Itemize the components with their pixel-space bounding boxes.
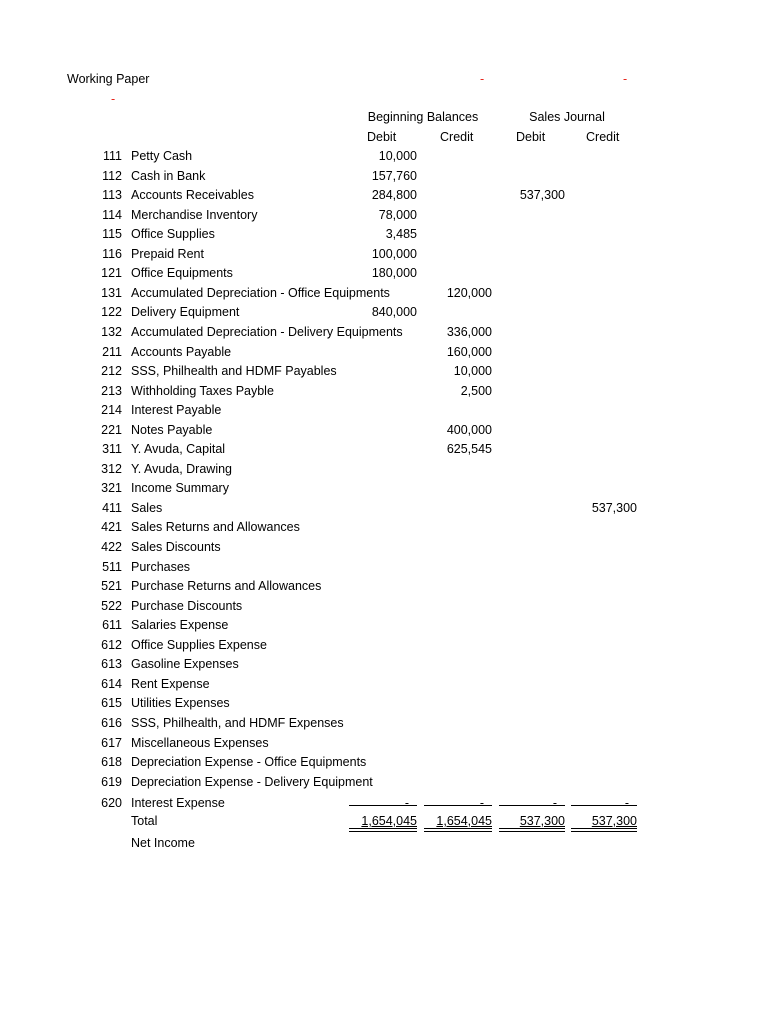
account-name: Interest Payable: [131, 403, 222, 417]
account-code: 616: [101, 716, 122, 730]
account-code: 211: [102, 345, 122, 359]
account-name: Merchandise Inventory: [131, 208, 258, 222]
account-code: 618: [101, 755, 122, 769]
total-double-rule: [499, 828, 565, 832]
header-sj-credit: Credit: [586, 130, 620, 144]
account-name: Utilities Expenses: [131, 696, 230, 710]
account-code: 611: [102, 618, 122, 632]
sj-credit-cell: 537,300: [591, 501, 637, 515]
sj-credit-cell: -: [624, 796, 629, 810]
account-name: Interest Expense: [131, 796, 225, 810]
account-code: 522: [101, 599, 122, 613]
account-name: Y. Avuda, Capital: [131, 442, 226, 456]
account-code: 214: [101, 403, 122, 417]
account-code: 112: [102, 169, 122, 183]
account-code: 620: [101, 796, 122, 810]
dash-mark: -: [480, 72, 485, 86]
account-name: Office Supplies: [131, 227, 215, 241]
account-code: 121: [101, 266, 122, 280]
account-name: Office Equipments: [131, 266, 233, 280]
bb-credit-cell: 160,000: [446, 345, 492, 359]
account-code: 221: [101, 423, 122, 437]
bb-debit-cell: 78,000: [378, 208, 417, 222]
account-name: Accounts Payable: [131, 345, 232, 359]
account-code: 511: [102, 560, 122, 574]
account-name: Sales: [131, 501, 163, 515]
sj-debit-cell: 537,300: [519, 188, 565, 202]
total-bb-credit: 1,654,045: [436, 814, 492, 828]
account-code: 213: [101, 384, 122, 398]
account-code: 321: [101, 481, 122, 495]
bb-debit-cell: 840,000: [371, 305, 417, 319]
bb-debit-cell: 3,485: [385, 227, 417, 241]
account-name: Purchase Discounts: [131, 599, 243, 613]
account-name: Withholding Taxes Payble: [131, 384, 274, 398]
bb-credit-cell: -: [479, 796, 484, 810]
account-code: 212: [101, 364, 122, 378]
account-code: 613: [101, 657, 122, 671]
account-code: 312: [101, 462, 122, 476]
total-double-rule: [349, 828, 417, 832]
account-code: 411: [102, 501, 122, 515]
total-double-rule: [424, 828, 492, 832]
account-name: Accumulated Depreciation - Delivery Equipments: [131, 325, 403, 339]
account-name: Salaries Expense: [131, 618, 229, 632]
subtotal-rule: [349, 805, 417, 806]
account-name: Depreciation Expense - Office Equipments: [131, 755, 367, 769]
account-name: Notes Payable: [131, 423, 213, 437]
account-code: 116: [102, 247, 122, 261]
header-sj-debit: Debit: [516, 130, 546, 144]
account-code: 612: [101, 638, 122, 652]
bb-debit-cell: 100,000: [371, 247, 417, 261]
account-name: Purchase Returns and Allowances: [131, 579, 322, 593]
account-name: Depreciation Expense - Delivery Equipment: [131, 775, 373, 789]
account-code: 617: [101, 736, 122, 750]
account-name: Sales Returns and Allowances: [131, 520, 300, 534]
account-code: 311: [102, 442, 122, 456]
account-name: Accounts Receivables: [131, 188, 254, 202]
account-name: Petty Cash: [131, 149, 193, 163]
account-name: Purchases: [131, 560, 191, 574]
account-name: Sales Discounts: [131, 540, 221, 554]
header-bb-debit: Debit: [367, 130, 397, 144]
sj-debit-cell: -: [552, 796, 557, 810]
bb-debit-cell: -: [404, 796, 409, 810]
account-code: 614: [101, 677, 122, 691]
dash-mark: -: [111, 92, 116, 106]
bb-debit-cell: 10,000: [378, 149, 417, 163]
account-code: 122: [101, 305, 122, 319]
bb-debit-cell: 180,000: [371, 266, 417, 280]
account-code: 421: [101, 520, 122, 534]
account-name: Y. Avuda, Drawing: [131, 462, 232, 476]
account-name: Rent Expense: [131, 677, 210, 691]
net-income-label: Net Income: [131, 836, 195, 850]
total-sj-debit: 537,300: [519, 814, 565, 828]
account-code: 114: [102, 208, 122, 222]
subtotal-rule: [499, 805, 565, 806]
account-name: SSS, Philhealth, and HDMF Expenses: [131, 716, 344, 730]
bb-debit-cell: 157,760: [371, 169, 417, 183]
account-code: 521: [101, 579, 122, 593]
account-code: 422: [101, 540, 122, 554]
bb-credit-cell: 10,000: [453, 364, 492, 378]
bb-credit-cell: 120,000: [446, 286, 492, 300]
header-sales-journal: Sales Journal: [529, 110, 605, 124]
account-name: Prepaid Rent: [131, 247, 204, 261]
subtotal-rule: [571, 805, 637, 806]
header-bb-credit: Credit: [440, 130, 474, 144]
account-code: 111: [102, 149, 122, 163]
account-name: Miscellaneous Expenses: [131, 736, 269, 750]
document-title: Working Paper: [67, 72, 150, 86]
account-name: Gasoline Expenses: [131, 657, 239, 671]
account-name: Income Summary: [131, 481, 229, 495]
total-label: Total: [131, 814, 158, 828]
account-name: Office Supplies Expense: [131, 638, 267, 652]
bb-credit-cell: 336,000: [446, 325, 492, 339]
header-beginning-balances: Beginning Balances: [367, 110, 479, 124]
bb-debit-cell: 284,800: [371, 188, 417, 202]
account-name: Delivery Equipment: [131, 305, 240, 319]
account-code: 619: [101, 775, 122, 789]
account-code: 131: [101, 286, 122, 300]
account-name: SSS, Philhealth and HDMF Payables: [131, 364, 337, 378]
subtotal-rule: [424, 805, 492, 806]
account-code: 113: [102, 188, 122, 202]
account-name: Accumulated Depreciation - Office Equipments: [131, 286, 390, 300]
account-code: 132: [101, 325, 122, 339]
bb-credit-cell: 400,000: [446, 423, 492, 437]
bb-credit-cell: 625,545: [446, 442, 492, 456]
total-sj-credit: 537,300: [591, 814, 637, 828]
account-name: Cash in Bank: [131, 169, 206, 183]
total-bb-debit: 1,654,045: [361, 814, 417, 828]
bb-credit-cell: 2,500: [460, 384, 492, 398]
account-code: 115: [102, 227, 122, 241]
dash-mark: -: [623, 72, 628, 86]
total-double-rule: [571, 828, 637, 832]
account-code: 615: [101, 696, 122, 710]
